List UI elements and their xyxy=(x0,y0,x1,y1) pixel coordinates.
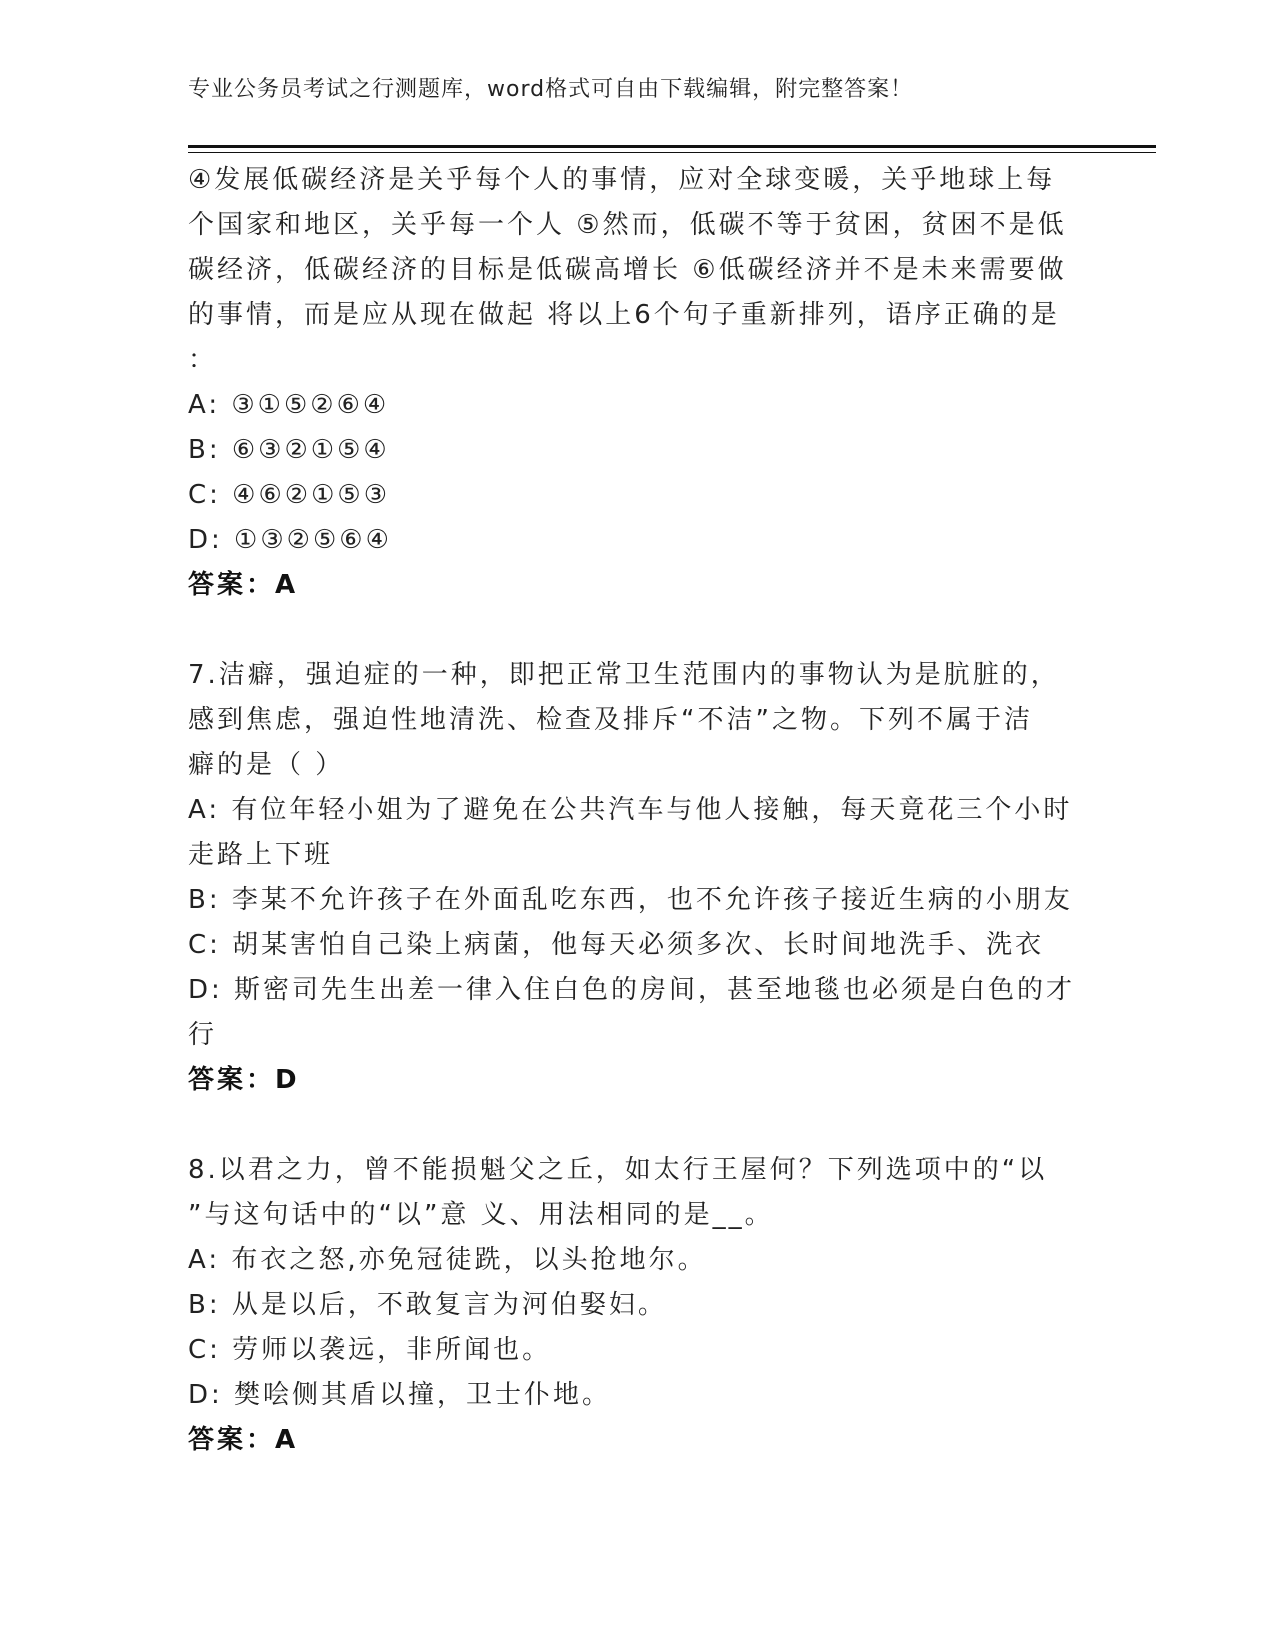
q6-option-a: A: ③①⑤②⑥④ xyxy=(188,390,390,420)
q6-option-b: B: ⑥③②①⑤④ xyxy=(188,435,390,465)
q7-option-c: C: 胡某害怕自己染上病菌，他每天必须多次、长时间地洗手、洗衣 xyxy=(188,930,1045,960)
q6-stem-line: ④发展低碳经济是关乎每个人的事情，应对全球变暖，关乎地球上每 xyxy=(188,165,1056,195)
page-header: 专业公务员考试之行测题库，word格式可自由下载编辑，附完整答案！ xyxy=(188,77,914,102)
q8-stem-line: ”与这句话中的“以”意 义、用法相同的是__。 xyxy=(188,1200,774,1230)
q8-option-c: C: 劳师以袭远，非所闻也。 xyxy=(188,1335,552,1365)
q6-option-d: D: ①③②⑤⑥④ xyxy=(188,525,392,555)
header-rule-thin xyxy=(188,152,1156,153)
q7-option-d: D: 斯密司先生出差一律入住白色的房间，甚至地毯也必须是白色的才 xyxy=(188,975,1076,1005)
q6-answer: 答案：A xyxy=(188,570,299,600)
q8-option-b: B: 从是以后，不敢复言为河伯娶妇。 xyxy=(188,1290,667,1320)
header-rule-thick xyxy=(188,145,1156,148)
question-content xyxy=(188,158,1088,1463)
spacer xyxy=(188,1103,1088,1148)
q8-option-d: D: 樊哙侧其盾以撞，卫士仆地。 xyxy=(188,1380,612,1410)
q7-stem-line: 感到焦虑，强迫性地清洗、检查及排斥“不洁”之物。下列不属于洁 xyxy=(188,705,1033,735)
q7-option-b: B: 李某不允许孩子在外面乱吃东西，也不允许孩子接近生病的小朋友 xyxy=(188,885,1073,915)
q8-answer: 答案：A xyxy=(188,1425,299,1455)
q6-option-c: C: ④⑥②①⑤③ xyxy=(188,480,391,510)
q6-stem-line: 的事情，而是应从现在做起 将以上6个句子重新排列，语序正确的是 xyxy=(188,300,1060,330)
question-8 xyxy=(188,1148,1088,1463)
q8-option-a: A: 布衣之怒,亦免冠徒跣，以头抢地尔。 xyxy=(188,1245,707,1275)
spacer xyxy=(188,608,1088,653)
q6-stem-line: ： xyxy=(188,345,218,375)
question-6 xyxy=(188,158,1088,608)
q7-stem-line: 7.洁癖，强迫症的一种，即把正常卫生范围内的事物认为是肮脏的， xyxy=(188,660,1060,690)
q7-option-a: A: 有位年轻小姐为了避免在公共汽车与他人接触，每天竟花三个小时 xyxy=(188,795,1073,825)
question-7 xyxy=(188,653,1088,1103)
q6-stem-line: 个国家和地区，关乎每一个人 ⑤然而，低碳不等于贫困，贫困不是低 xyxy=(188,210,1067,240)
q6-stem-line: 碳经济，低碳经济的目标是低碳高增长 ⑥低碳经济并不是未来需要做 xyxy=(188,255,1067,285)
q7-option-d-cont: 行 xyxy=(188,1020,218,1050)
q8-stem-line: 8.以君之力，曾不能损魁父之丘，如太行王屋何？下列选项中的“以 xyxy=(188,1155,1048,1185)
q7-stem-line: 癖的是（ ） xyxy=(188,750,345,780)
q7-option-a-cont: 走路上下班 xyxy=(188,840,334,870)
q7-answer: 答案：D xyxy=(188,1065,300,1095)
